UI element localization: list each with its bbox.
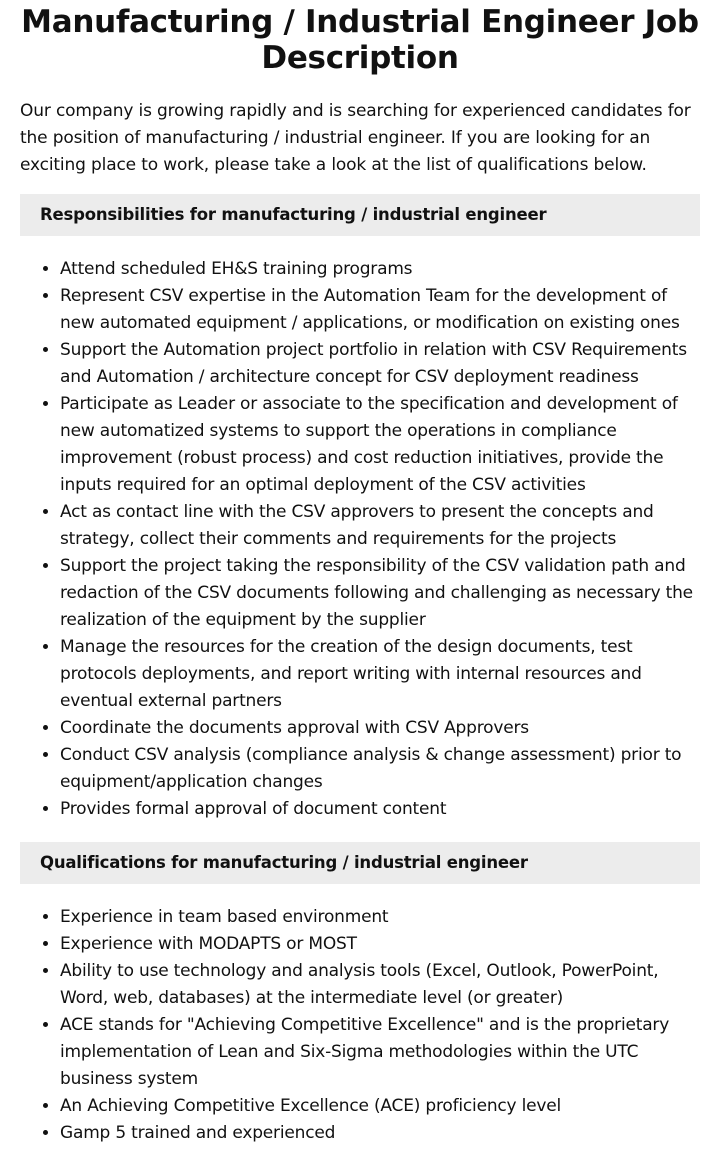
list-item: • Support the project taking the responsibility of the CSV validation path and redaction of the CSV documents following and challenging as necessary the realization of the equipment by the supplier: [60, 553, 700, 634]
list-item: • Conduct CSV analysis (compliance analysis & change assessment) prior to equipment/application changes: [60, 742, 700, 796]
list-item: • Gamp 5 trained and experienced: [60, 1120, 700, 1147]
list-item: • An Achieving Competitive Excellence (ACE) proficiency level: [60, 1093, 700, 1120]
list-item: • Act as contact line with the CSV approvers to present the concepts and strategy, collect their comments and requirements for the projects: [60, 499, 700, 553]
qualifications-list: [20, 904, 700, 1147]
qualifications-heading: Qualifications for manufacturing / industrial engineer: [20, 842, 700, 884]
list-item: • Attend scheduled EH&S training programs: [60, 256, 700, 283]
list-item: • Ability to use technology and analysis tools (Excel, Outlook, PowerPoint, Word, web, databases) at the intermediate level (or greater): [60, 958, 700, 1012]
page-title: Manufacturing / Industrial Engineer Job Description: [21, 4, 699, 76]
list-item: • Participate as Leader or associate to the specification and development of new automatized systems to support the operations in compliance improvement (robust process) and cost reduction initiatives, provide the inputs required for an optimal deployment of the CSV activities: [60, 391, 700, 499]
list-item: • Represent CSV expertise in the Automation Team for the development of new automated equipment / applications, or modification on existing ones: [60, 283, 700, 337]
list-item: • Provides formal approval of document content: [60, 796, 700, 823]
responsibilities-heading: Responsibilities for manufacturing / industrial engineer: [20, 194, 700, 236]
list-item: • Experience with MODAPTS or MOST: [60, 931, 700, 958]
intro-paragraph: Our company is growing rapidly and is searching for experienced candidates for the position of manufacturing / industrial engineer. If you are looking for an exciting place to work, please take a look at the list of qualifications below.: [20, 101, 691, 175]
responsibilities-list: [20, 256, 700, 823]
list-item: • Support the Automation project portfolio in relation with CSV Requirements and Automation / architecture concept for CSV deployment readiness: [60, 337, 700, 391]
list-item: • Experience in team based environment: [60, 904, 700, 931]
list-item: • ACE stands for "Achieving Competitive Excellence" and is the proprietary implementation of Lean and Six-Sigma methodologies within the UTC business system: [60, 1012, 700, 1093]
list-item: • Coordinate the documents approval with CSV Approvers: [60, 715, 700, 742]
list-item: • Manage the resources for the creation of the design documents, test protocols deployments, and report writing with internal resources and eventual external partners: [60, 634, 700, 715]
